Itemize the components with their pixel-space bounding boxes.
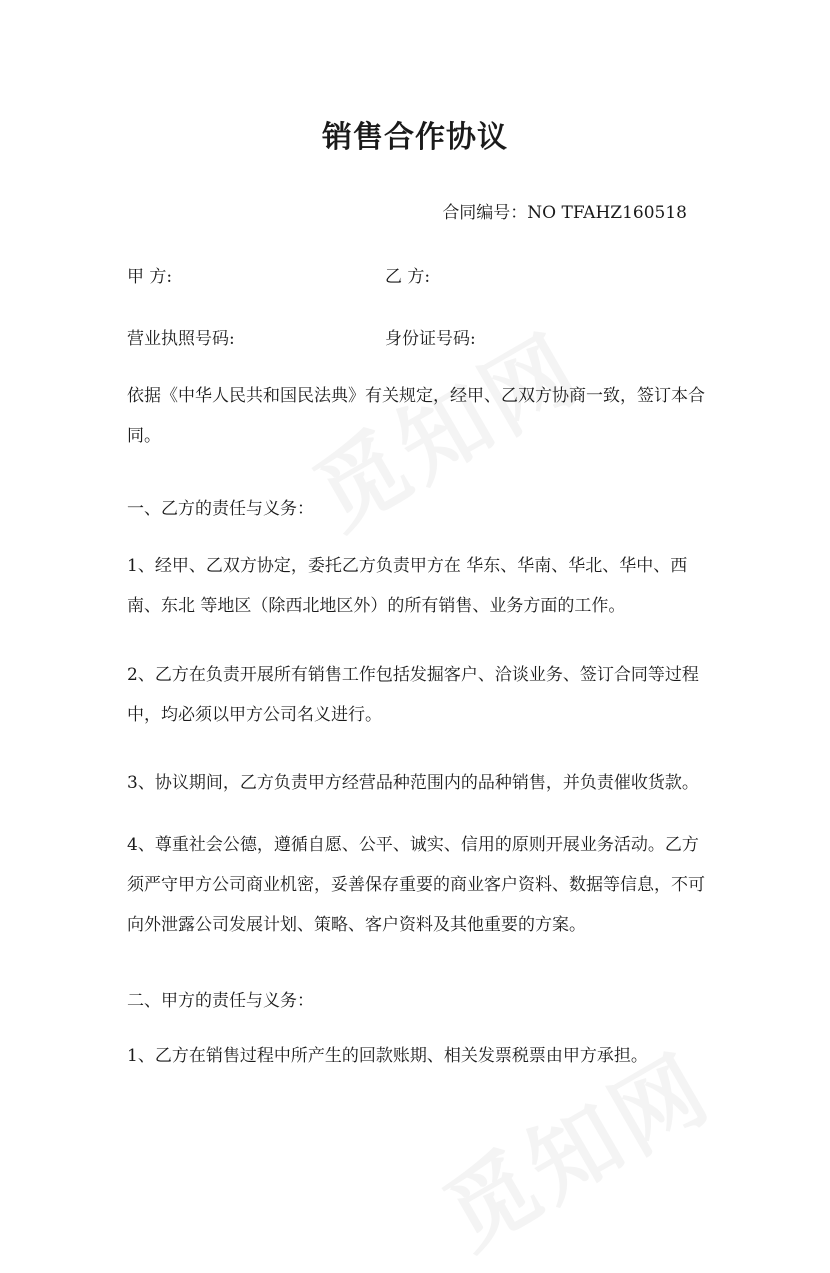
section-1-heading: 一、乙方的责任与义务： <box>127 499 314 519</box>
section-1-item-2: 2、乙方在负责开展所有销售工作包括发掘客户、洽谈业务、签订合同等过程 中，均必须以甲方公司名义进行。 <box>127 665 699 725</box>
section-1-item-3: 3、协议期间，乙方负责甲方经营品种范围内的品种销售，并负责催收货款。 <box>127 773 699 793</box>
section-2-heading: 二、甲方的责任与义务： <box>127 991 314 1011</box>
contract-number: 合同编号：NO TFAHZ160518 <box>442 203 687 223</box>
party-b-label: 乙 方: <box>385 267 431 287</box>
party-a-label: 甲 方: <box>127 267 173 287</box>
license-number-label: 营业执照号码: <box>127 329 235 349</box>
id-number-label: 身份证号码: <box>385 329 476 349</box>
section-2-item-1: 1、乙方在销售过程中所产生的回款账期、相关发票税票由甲方承担。 <box>127 1046 648 1066</box>
document-title: 销售合作协议 <box>322 120 508 155</box>
section-1-item-4: 4、尊重社会公德，遵循自愿、公平、诚实、信用的原则开展业务活动。乙方 须严守甲方公司商业机密，妥善保存重要的商业客户资料、数据等信息，不可 向外泄露公司发展计划、策略、客户资料及其他重要的方案。 <box>127 835 705 935</box>
intro-paragraph: 依据《中华人民共和国民法典》有关规定，经甲、乙双方协商一致，签订本合 同。 <box>127 386 705 446</box>
section-1-item-1: 1、经甲、乙双方协定，委托乙方负责甲方在 华东、华南、华北、华中、西 南、东北 等地区（除西北地区外）的所有销售、业务方面的工作。 <box>127 556 688 616</box>
